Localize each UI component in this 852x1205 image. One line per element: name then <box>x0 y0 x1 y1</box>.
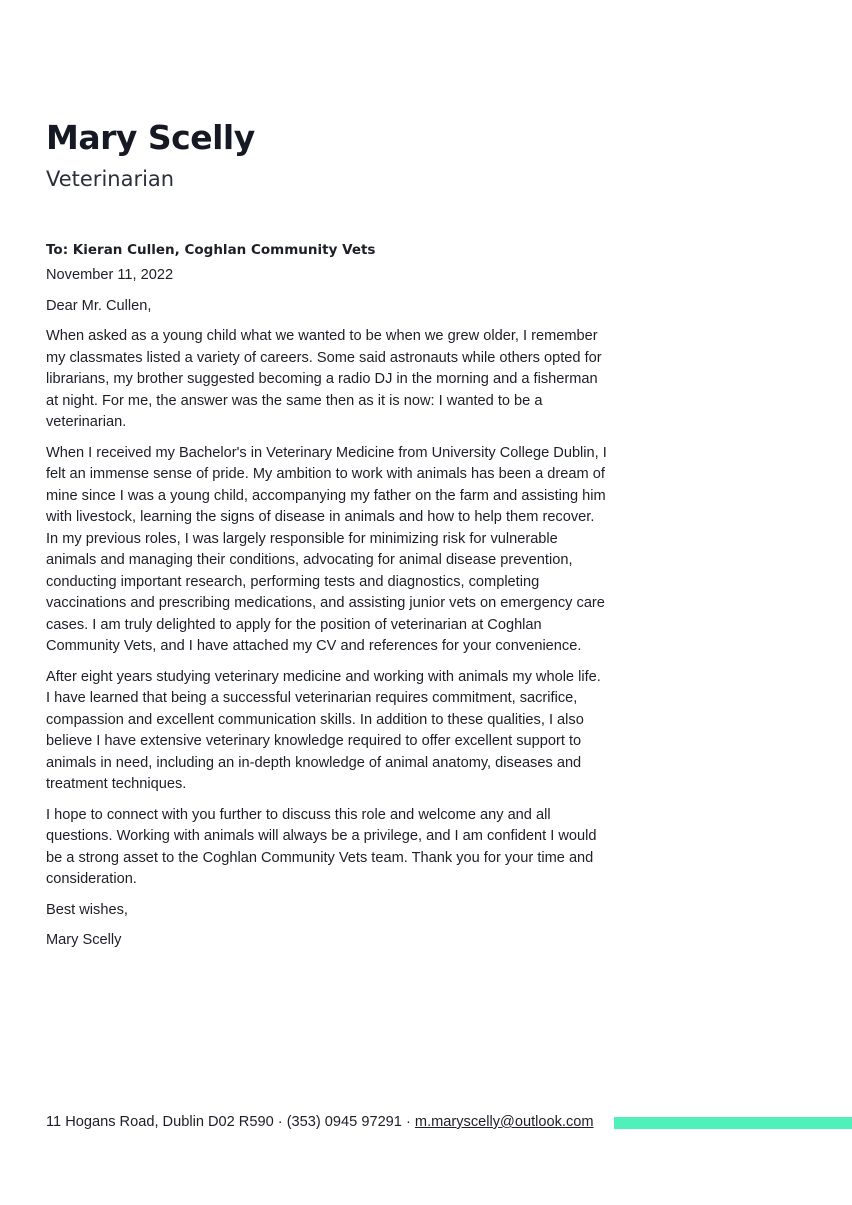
signature: Mary Scelly <box>46 932 122 948</box>
letter-body <box>46 240 608 952</box>
recipient-line: To: Kieran Cullen, Coghlan Community Vets <box>46 242 376 258</box>
contact-footer <box>46 1112 594 1133</box>
body-paragraph-2: When I received my Bachelor's in Veterinary Medicine from University College Dublin, I felt an immense sense of pride. My ambition to work with animals has been a dream of mine since I was a young child, accompanying my father on the farm and assisting him with livestock, learning the signs of disease in animals and how to help them recover. In my previous roles, I was largely responsible for minimizing risk for vulnerable animals and managing their conditions, advocating for animal disease prevention, conducting important research, performing tests and diagnostics, completing vaccinations and prescribing medications, and assisting junior vets on emergency care cases. I am truly delighted to apply for the position of veterinarian at Coghlan Community Vets, and I have attached my CV and references for your convenience. <box>46 444 607 654</box>
letter-header <box>46 116 255 194</box>
contact-separator: · <box>401 1114 415 1130</box>
body-paragraph-1: When asked as a young child what we wanted to be when we grew older, I remember my classmates listed a variety of careers. Some said astronauts while others opted for librarians, my brother suggested becoming a radio DJ in the morning and a fisherman at night. For me, the answer was the same then as it is now: I wanted to be a veterinarian. <box>46 328 602 430</box>
contact-address: 11 Hogans Road, Dublin D02 R590 <box>46 1114 274 1130</box>
applicant-job-title: Veterinarian <box>46 167 175 191</box>
contact-separator: · <box>273 1114 287 1130</box>
body-paragraph-3: After eight years studying veterinary medicine and working with animals my whole life. I have learned that being a successful veterinarian requires commitment, sacrifice, compassion and excellent communication skills. In addition to these qualities, I also believe I have extensive veterinary knowledge required to offer excellent support to animals in need, including an in-depth knowledge of animal anatomy, diseases and treatment techniques. <box>46 668 601 792</box>
letter-date: November 11, 2022 <box>46 267 174 283</box>
contact-phone: (353) 0945 97291 <box>286 1114 402 1130</box>
body-paragraph-4: I hope to connect with you further to discuss this role and welcome any and all questions. Working with animals will always be a privilege, and I am confident I would be a strong asset to the Coghlan Community Vets team. Thank you for your time and consideration. <box>46 806 597 887</box>
accent-bar <box>614 1117 852 1129</box>
contact-email-link[interactable]: m.maryscelly@outlook.com <box>414 1114 594 1130</box>
closing: Best wishes, <box>46 901 128 918</box>
applicant-name: Mary Scelly <box>46 118 255 157</box>
salutation: Dear Mr. Cullen, <box>46 297 152 314</box>
